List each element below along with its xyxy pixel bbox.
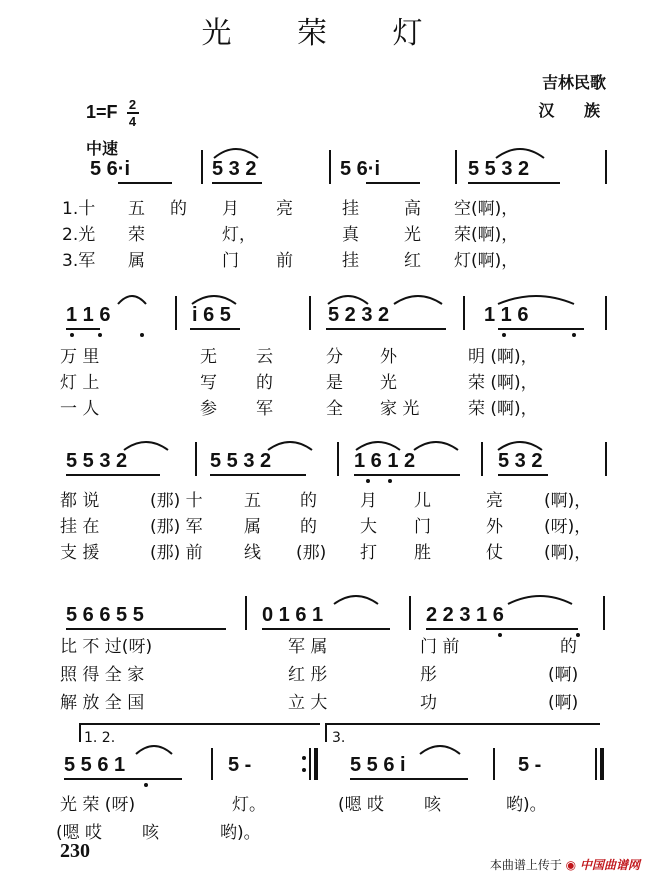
s4-verse-1-c8: 的 — [560, 637, 577, 657]
volta-2 — [326, 724, 600, 742]
s1-verse-3-c7: 红 — [404, 251, 421, 271]
s3-verse-1-c1: 都 说 — [60, 491, 100, 511]
s3-measure-4: 5 3 2 — [498, 450, 543, 472]
s3-verse-3-c7: 仗 — [486, 543, 503, 563]
s2-verse-1-c3: 无 — [200, 347, 217, 367]
s1-verse-3-c1: 3.军 — [62, 251, 96, 271]
s3-verse-3-c2: (那) 前 — [150, 543, 203, 563]
s3-verse-2-c3: 属 — [244, 517, 261, 537]
s1-verse-1-c7: 高 — [404, 199, 421, 219]
song-ethnicity: 汉 族 — [538, 101, 612, 120]
s1-verse-3-c6: 挂 — [342, 251, 359, 271]
s2-verse-2-c1: 灯 上 — [60, 373, 100, 393]
s3-verse-1-c3: 五 — [244, 491, 261, 511]
s1-verse-3-c2: 属 — [128, 251, 145, 271]
s3-verse-2-c6: 门 — [414, 517, 431, 537]
s3-measure-1: 5 5 3 2 — [66, 450, 128, 472]
s1-measure-4: 5 5 3 2 — [468, 158, 530, 180]
s2-verse-1-c8: 明 (啊)， — [468, 347, 538, 367]
s1-verse-2-c7: 光 — [404, 225, 421, 245]
s3-verse-3-c5: 打 — [360, 543, 377, 563]
s3-measure-3: 1 6 1 2 — [354, 450, 416, 472]
s1-verse-1-c8: 空(啊)， — [454, 199, 519, 219]
site-logo-icon: ◉ — [565, 858, 577, 872]
s2-verse-3-c8: 荣 (啊)， — [468, 399, 538, 419]
s2-verse-2-c8: 荣 (啊)， — [468, 373, 538, 393]
s3-measure-2: 5 5 3 2 — [210, 450, 272, 472]
s1-measure-1: 5 6·i — [90, 158, 131, 180]
s3-verse-3-c1: 支 援 — [60, 543, 100, 563]
s4-verse-2-c3: 红 彤 — [288, 665, 328, 685]
s1-verse-1-c5: 亮 — [276, 199, 293, 219]
page-number: 230 — [60, 840, 90, 862]
s2-measure-2: i 6 5 — [192, 304, 231, 326]
s3-verse-2-c2: (那) 军 — [150, 517, 203, 537]
ending-1-label: 1. 2. — [84, 730, 116, 746]
s5-verse-1-c4: 咳 — [424, 795, 441, 815]
s2-verse-3-c1: 一 人 — [60, 399, 100, 419]
s3-verse-1-c7: 亮 — [486, 491, 503, 511]
s1-verse-1-c4: 月 — [222, 199, 239, 219]
credit-text: 本曲谱上传于 — [489, 858, 562, 872]
s3-verse-2-c5: 大 — [360, 517, 377, 537]
s3-verse-1-c6: 儿 — [414, 491, 431, 511]
credit-brand: 中国曲谱网 — [579, 858, 640, 872]
s5-verse-1-c1: 光 荣 (呀) — [60, 795, 136, 815]
s1-verse-3-c5: 前 — [276, 251, 293, 271]
s5-verse-2-c2: 咳 — [142, 823, 159, 843]
s4-verse-2-c8: (啊) — [548, 665, 579, 685]
s1-verse-2-c1: 2.光 — [62, 225, 96, 245]
s2-verse-1-c5: 分 — [326, 347, 343, 367]
s4-verse-3-c8: (啊) — [548, 693, 579, 713]
s2-measure-3: 5 2 3 2 — [328, 304, 390, 326]
s5-verse-1-c2: 灯。 — [232, 795, 266, 815]
s2-verse-3-c5: 全 — [326, 399, 343, 419]
s1-verse-1-c2: 五 — [128, 199, 145, 219]
s1-measure-2: 5 3 2 — [212, 158, 257, 180]
s2-verse-2-c4: 的 — [256, 373, 273, 393]
s3-verse-1-c4: 的 — [300, 491, 317, 511]
s4-verse-2-c5: 彤 — [420, 665, 437, 685]
s3-verse-2-c1: 挂 在 — [60, 517, 100, 537]
s1-verse-1-c6: 挂 — [342, 199, 359, 219]
ending-2-label: 3. — [332, 730, 346, 746]
s2-verse-3-c6: 家 光 — [380, 399, 420, 419]
s2-verse-3-c4: 军 — [256, 399, 273, 419]
time-bottom: 4 — [128, 114, 137, 129]
s3-verse-3-c8: (啊)， — [544, 543, 592, 563]
s3-verse-3-c4: (那) — [296, 543, 327, 563]
s1-verse-1-c3: 的 — [170, 199, 187, 219]
s2-verse-3-c3: 参 — [200, 399, 217, 419]
s1-verse-2-c4: 灯， — [222, 225, 256, 245]
volta-1 — [80, 724, 320, 742]
s1-verse-2-c6: 真 — [342, 225, 359, 245]
s5-measure-4: 5 - — [518, 754, 542, 776]
song-title: 光 荣 灯 — [201, 16, 451, 51]
s2-verse-2-c3: 写 — [200, 373, 217, 393]
s1-verse-1-c1: 1.十 — [62, 199, 96, 219]
s1-measure-3: 5 6·i — [340, 158, 381, 180]
s4-verse-3-c5: 功 — [420, 693, 437, 713]
s5-measure-1: 5 5 6 1 — [64, 754, 126, 776]
s4-verse-3-c1: 解 放 全 国 — [60, 693, 145, 713]
s2-measure-4: 1 1 6 — [484, 304, 529, 326]
song-origin: 吉林民歌 — [541, 73, 606, 92]
s2-verse-1-c1: 万 里 — [60, 347, 100, 367]
s3-verse-1-c2: (那) 十 — [150, 491, 203, 511]
s3-verse-1-c5: 月 — [360, 491, 377, 511]
s4-measure-3: 2 2 3 1 6 — [426, 604, 504, 626]
tempo-marking: 中速 — [86, 139, 119, 158]
s4-measure-2: 0 1 6 1 — [262, 604, 324, 626]
s5-measure-3: 5 5 6 i — [350, 754, 406, 776]
s3-verse-2-c8: (呀)， — [544, 517, 592, 537]
s1-verse-3-c8: 灯(啊)， — [454, 251, 519, 271]
s3-verse-2-c4: 的 — [300, 517, 317, 537]
s4-verse-1-c5: 门 前 — [420, 637, 460, 657]
s5-measure-2: 5 - — [228, 754, 252, 776]
s4-measure-1: 5 6 6 5 5 — [66, 604, 144, 626]
s1-verse-3-c4: 门 — [222, 251, 239, 271]
key-label: 1=F — [86, 101, 118, 122]
s2-verse-1-c4: 云 — [256, 347, 273, 367]
s5-verse-2-c1: (嗯 哎 — [56, 823, 103, 843]
s3-verse-3-c6: 胜 — [414, 543, 431, 563]
s4-verse-2-c1: 照 得 全 家 — [60, 665, 145, 685]
s5-verse-2-c3: 哟)。 — [220, 823, 261, 843]
s2-measure-1: 1 1 6 — [66, 304, 111, 326]
s3-verse-1-c8: (啊)， — [544, 491, 592, 511]
s1-verse-2-c8: 荣(啊)， — [454, 225, 519, 245]
s5-verse-1-c3: (嗯 哎 — [338, 795, 385, 815]
s2-verse-1-c6: 外 — [380, 347, 397, 367]
s4-verse-3-c3: 立 大 — [288, 693, 328, 713]
s3-verse-3-c3: 线 — [244, 543, 261, 563]
s4-verse-1-c1: 比 不 过(呀) — [60, 637, 153, 657]
time-top: 2 — [128, 97, 137, 112]
s4-verse-1-c3: 军 属 — [288, 637, 328, 657]
s2-verse-2-c5: 是 — [326, 373, 343, 393]
s3-verse-2-c7: 外 — [486, 517, 503, 537]
s5-verse-1-c5: 哟)。 — [506, 795, 547, 815]
s1-verse-2-c2: 荣 — [128, 225, 145, 245]
s2-verse-2-c6: 光 — [380, 373, 397, 393]
